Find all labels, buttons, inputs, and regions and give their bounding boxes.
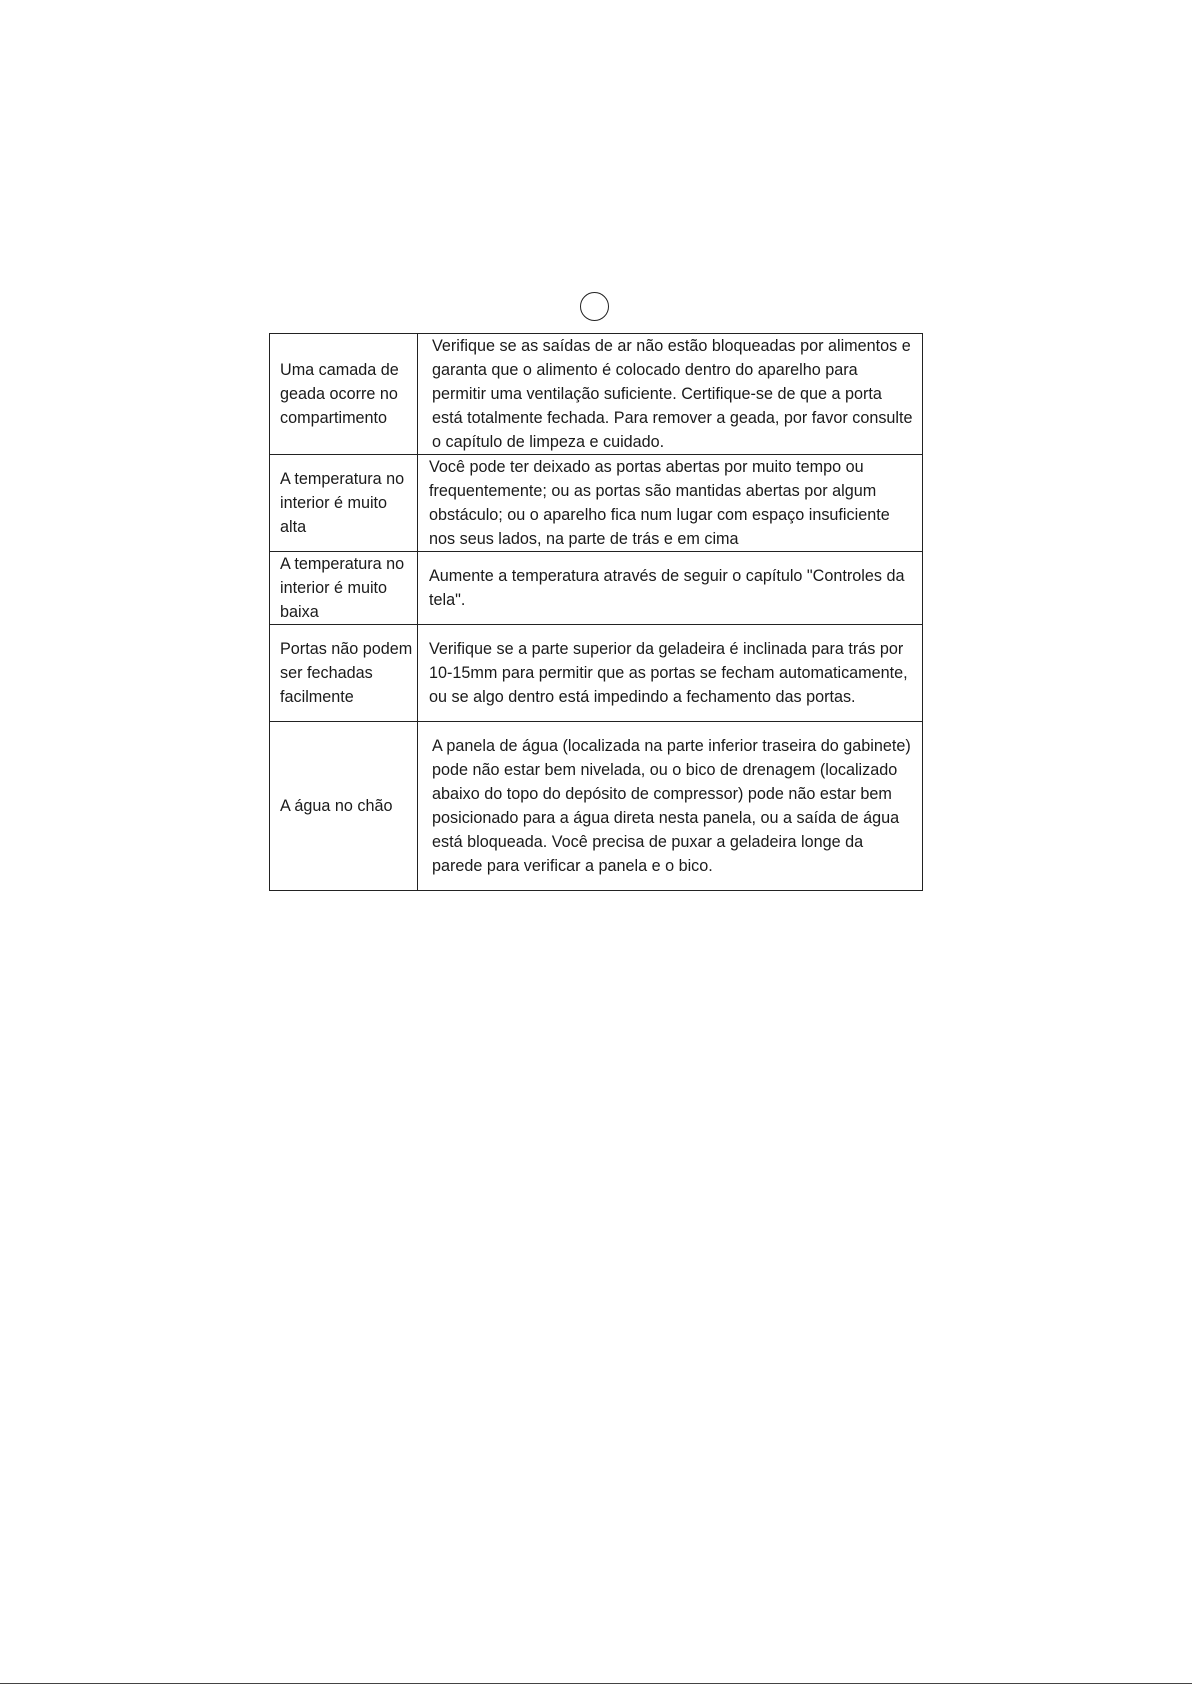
table-row <box>270 722 923 891</box>
problem-cell <box>270 625 418 722</box>
solution-cell <box>418 625 923 722</box>
table-row <box>270 334 923 455</box>
solution-cell <box>418 455 923 552</box>
table-row <box>270 455 923 552</box>
page-number-circle <box>580 292 609 321</box>
solution-cell <box>418 552 923 625</box>
solution-text: Verifique se a parte superior da geladeira é inclinada para trás por 10-15mm para permitir que as portas se fecham automaticamente, ou se algo dentro está impedindo a fechamento das portas. <box>429 640 908 706</box>
footer-rule <box>0 1683 1192 1684</box>
solution-text: A panela de água (localizada na parte inferior traseira do gabinete) pode não estar bem nivelada, ou o bico de drenagem (localizado abaixo do topo do depósito de compressor) pode não estar bem posicionado para a água direta nesta panela, ou a saída de água está bloqueada. Você precisa de puxar a geladeira longe da parede para verificar a panela e o bico. <box>432 737 911 875</box>
problem-text: A temperatura no interior é muito alta <box>280 470 405 536</box>
table-row <box>270 552 923 625</box>
problem-cell <box>270 455 418 552</box>
problem-cell <box>270 334 418 455</box>
solution-text: Você pode ter deixado as portas abertas por muito tempo ou frequentemente; ou as portas são mantidas abertas por algum obstáculo; ou o aparelho fica num lugar com espaço insuficiente nos seus lados, na parte de trás e em cima <box>429 458 890 548</box>
problem-text: A temperatura no interior é muito baixa <box>280 555 405 621</box>
problem-text: A água no chão <box>280 797 393 815</box>
solution-cell <box>418 334 923 455</box>
solution-text: Aumente a temperatura através de seguir o capítulo "Controles da tela". <box>429 567 905 609</box>
table-row <box>270 625 923 722</box>
problem-text: Portas não podem ser fechadas facilmente <box>280 640 413 706</box>
problem-cell <box>270 552 418 625</box>
troubleshooting-table <box>269 333 923 891</box>
problem-cell <box>270 722 418 891</box>
solution-text: Verifique se as saídas de ar não estão bloqueadas por alimentos e garanta que o alimento é colocado dentro do aparelho para permitir uma ventilação suficiente. Certifique-se de que a porta está totalmente fechada. Para remover a geada, por favor consulte o capítulo de limpeza e cuidado. <box>432 337 913 451</box>
problem-text: Uma camada de geada ocorre no compartimento <box>280 361 399 427</box>
solution-cell <box>418 722 923 891</box>
